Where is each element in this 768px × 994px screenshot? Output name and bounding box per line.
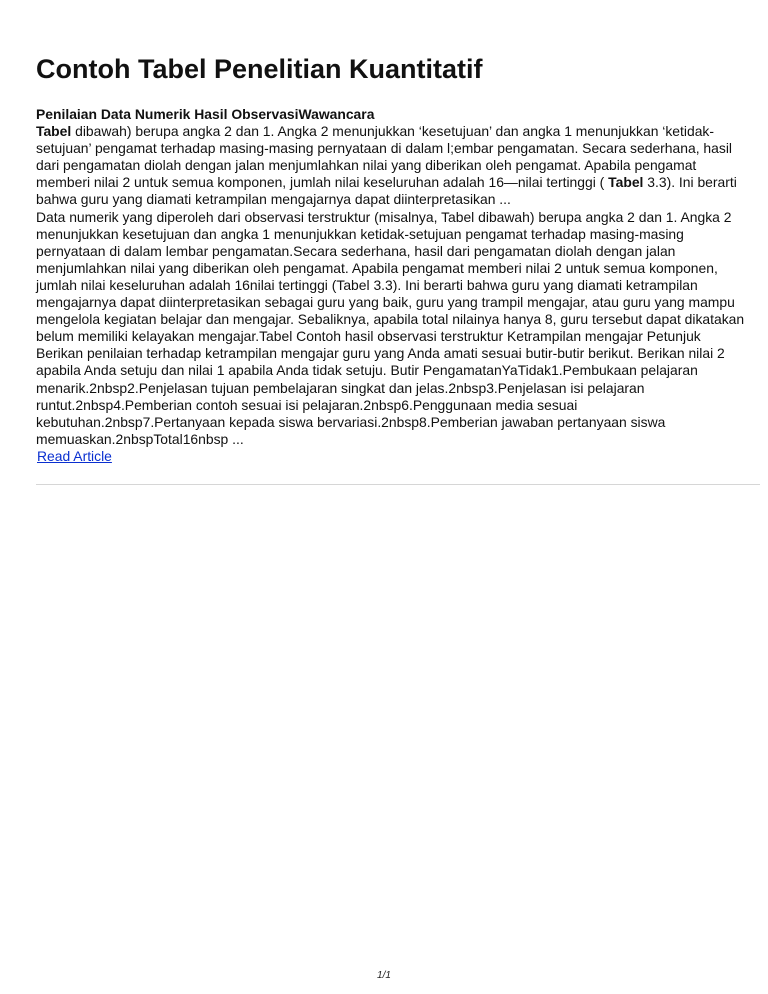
paragraph-1 (36, 123, 748, 208)
section-subheading: Penilaian Data Numerik Hasil ObservasiWawancara (36, 106, 375, 122)
article-body (36, 106, 748, 465)
page-title: Contoh Tabel Penelitian Kuantitatif (36, 54, 483, 84)
paragraph-1-bold-term: Tabel (608, 174, 644, 191)
paragraph-1-text-b: 3.3). Ini berarti bahwa guru yang diamati ketrampilan mengajarnya dapat diinterpretasikan ... (36, 174, 737, 208)
section-divider (36, 484, 760, 485)
paragraph-1-text-a: dibawah) berupa angka 2 dan 1. Angka 2 menunjukkan ‘kesetujuan’ dan angka 1 menunjukkan ‘ketidak-setujuan’ pengamat terhadap masing-masing pernyataan di dalam l;embar pengamatan. Secara sederhana, hasil dari pengamatan diolah dengan jalan menjumlahkan nilai yang diberikan oleh pengamat. Apabila pengamat memberi nilai 2 untuk semua komponen, jumlah nilai keseluruhan adalah 16—nilai tertinggi ( (36, 123, 732, 191)
paragraph-1-lead: Tabel (36, 123, 72, 140)
read-article-link[interactable]: Read Article (37, 447, 112, 464)
paragraph-2: Data numerik yang diperoleh dari observasi terstruktur (misalnya, Tabel dibawah) berupa angka 2 dan 1. Angka 2 menunjukkan kesetujuan dan angka 1 menunjukkan ketidak-setujuan pengamat terhadap masing-masing pernyataan di dalam lembar pengamatan.Secara sederhana, hasil dari pengamatan diolah dengan jalan menjumlahkan nilai yang diberikan oleh pengamat. Apabila pengamat memberi nilai 2 untuk semua komponen, jumlah nilai keseluruhan adalah 16nilai tertinggi (Tabel 3.3). Ini berarti bahwa guru yang diamati ketrampilan mengajarnya dapat diinterpretasikan sebagai guru yang baik, guru yang trampil mengajar, atau guru yang mampu mengelola kegiatan belajar dan mengajar. Sebaliknya, apabila total nilainya hanya 8, guru tersebut dapat dikatakan belum memiliki kelayakan mengajar.Tabel Contoh hasil observasi terstruktur Ketrampilan mengajar Petunjuk Berikan penilaian terhadap ketrampilan mengajar guru yang Anda amati sesuai butir-butir berikut. Berikan nilai 2 apabila Anda setuju dan nilai 1 apabila Anda tidak setuju. Butir PengamatanYaTidak1.Pembukaan pelajaran menarik.2nbsp2.Penjelasan tujuan pembelajaran singkat dan jelas.2nbsp3.Penjelasan isi pelajaran runtut.2nbsp4.Pemberian contoh sesuai isi pelajaran.2nbsp6.Penggunaan media sesuai kebutuhan.2nbsp7.Pertanyaan kepada siswa bervariasi.2nbsp8.Pemberian jawaban pertanyaan siswa memuaskan.2nbspTotal16nbsp ... (36, 208, 745, 447)
page-indicator: 1/1 (377, 970, 391, 981)
